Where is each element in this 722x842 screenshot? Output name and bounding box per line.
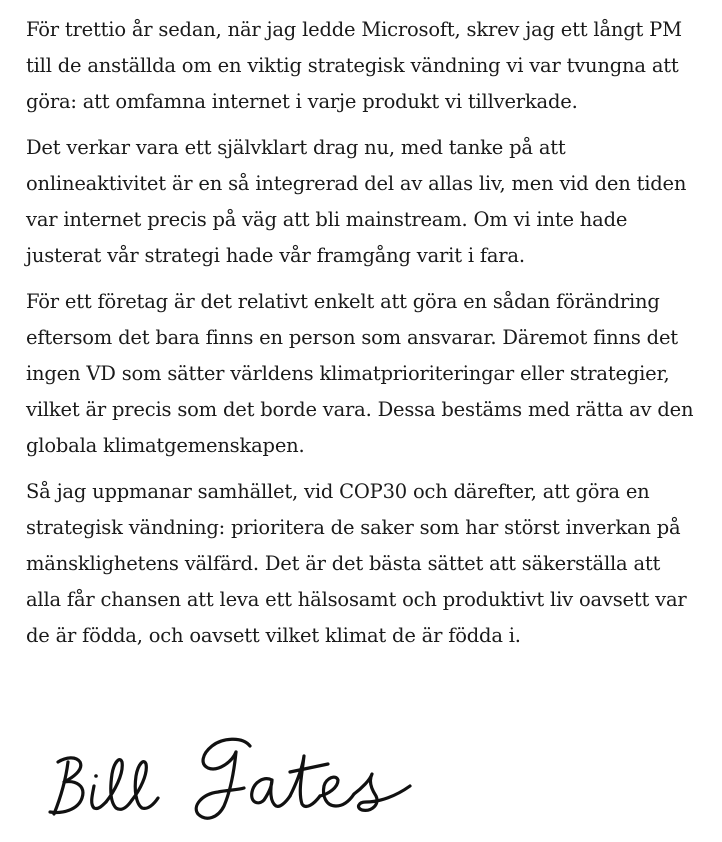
signature-bill-gates	[36, 722, 426, 832]
paragraph-2: Det verkar vara ett självklart drag nu, med tanke på att onlineaktivitet är en så integrerad del av allas liv, men vid den tiden var internet precis på väg att bli mainstream. Om vi inte hade justerat vår strategi hade vår framgång varit i fara.	[26, 136, 687, 267]
paragraph-1: För trettio år sedan, när jag ledde Microsoft, skrev jag ett långt PM till de anställda om en viktig strategisk vändning vi var tvungna att göra: att omfamna internet i varje produkt vi tillverkade.	[26, 18, 682, 113]
paragraph-3: För ett företag är det relativt enkelt att göra en sådan förändring eftersom det bara finns en person som ansvarar. Däremot finns det ingen VD som sätter världens klimatprioriteringar eller strategier, vilket är precis som det borde vara. Dessa bestäms med rätta av den globala klimatgemenskapen.	[26, 290, 694, 457]
paragraph-4: Så jag uppmanar samhället, vid COP30 och därefter, att göra en strategisk vändning: prioritera de saker som har störst inverkan på mänsklighetens välfärd. Det är det bästa sättet att säkerställa att alla får chansen att leva ett hälsosamt och produktivt liv oavsett var de är födda, och oavsett vilket klimat de är födda i.	[26, 480, 687, 647]
letter-body	[26, 12, 694, 664]
signature	[36, 722, 426, 832]
